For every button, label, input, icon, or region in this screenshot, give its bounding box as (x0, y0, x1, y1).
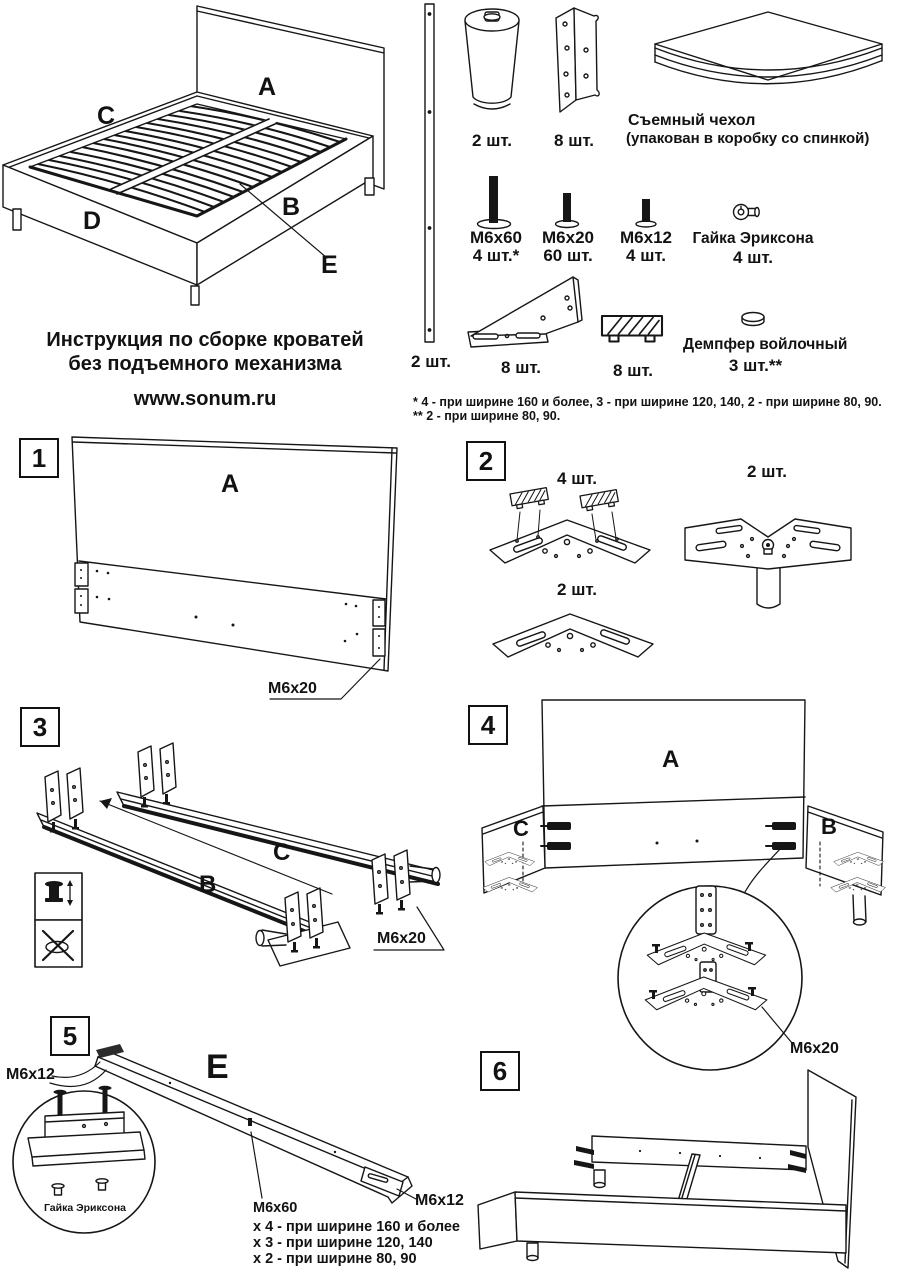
step3-rail-c-label: C (273, 839, 291, 866)
bolt-m6x12-qty: 4 шт. (626, 246, 666, 265)
step5-number: 5 (50, 1016, 90, 1056)
felt-damper-qty: 3 шт.** (728, 356, 783, 375)
part-bolts-drawing (478, 176, 657, 229)
step3-number: 3 (20, 707, 60, 747)
step5-callout-m6x12-left: М6х12 (6, 1066, 55, 1083)
overview-label-headboard: A (258, 73, 277, 101)
step2-drawing (490, 488, 851, 657)
bolt-m6x12-name: М6х12 (620, 228, 672, 247)
step3-rail-b-label: B (199, 871, 217, 898)
step4-number: 4 (468, 705, 508, 745)
part-side-slat-drawing (425, 4, 434, 342)
step6-number: 6 (480, 1051, 520, 1091)
part-slat-holder-drawing (602, 316, 662, 342)
website-url: www.sonum.ru (133, 388, 277, 410)
footnote-1: * 4 - при ширине 160 и более, 3 - при ширине 120, 140, 2 - при ширине 80, 90. (413, 395, 882, 409)
step2-qty-bottom: 2 шт. (557, 580, 597, 599)
bolt-m6x60-name: М6х60 (470, 228, 522, 247)
overview-label-front-panel: D (83, 207, 102, 235)
step1-callout-m6x20: М6х20 (268, 680, 317, 697)
slat-holder-qty: 8 шт. (613, 361, 653, 380)
step2-qty-top: 4 шт. (557, 469, 597, 488)
part-cover-drawing (655, 12, 882, 84)
erickson-nut-qty: 4 шт. (733, 248, 773, 267)
step5-note-line3: х 2 - при ширине 80, 90 (253, 1251, 417, 1267)
part-angle-bracket-drawing (556, 8, 599, 112)
step4-rail-c-label: C (513, 816, 529, 841)
step1-number: 1 (19, 438, 59, 478)
corner-plate-qty: 8 шт. (501, 358, 541, 377)
step6-drawing (478, 1070, 856, 1268)
step4-drawing (482, 700, 885, 1070)
step5-note-line2: х 3 - при ширине 120, 140 (253, 1235, 433, 1251)
page-title-line1: Инструкция по сборке кроватей (46, 329, 364, 351)
part-erickson-nut-drawing (734, 205, 760, 220)
overview-label-center-beam: E (321, 251, 338, 279)
step2-number: 2 (466, 441, 506, 481)
step4-callout-m6x20: М6х20 (790, 1040, 839, 1057)
step1-panel-label: A (221, 470, 240, 498)
step5-note-line1: х 4 - при ширине 160 и более (253, 1219, 460, 1235)
cover-name: Съемный чехол (628, 112, 756, 129)
bolt-m6x20-qty: 60 шт. (543, 246, 593, 265)
step2-qty-right: 2 шт. (747, 462, 787, 481)
step5-callout-m6x12-right: М6х12 (415, 1192, 464, 1209)
step3-callout-m6x20: М6х20 (377, 930, 426, 947)
step5-nut-label: Гайка Эриксона (43, 1202, 126, 1214)
part-leg-drawing (465, 9, 519, 109)
bolt-m6x60-qty: 4 шт.* (472, 246, 520, 265)
overview-label-left-rail: C (97, 102, 116, 130)
step4-rail-b-label: B (821, 814, 837, 839)
part-felt-damper-drawing (742, 313, 764, 326)
page-title-line2: без подъемного механизма (68, 353, 342, 375)
slat-qty: 2 шт. (411, 352, 451, 371)
leg-qty: 2 шт. (472, 131, 512, 150)
angle-bracket-qty: 8 шт. (554, 131, 594, 150)
step4-panel-label: A (662, 746, 680, 773)
cover-note: (упакован в коробку со спинкой) (626, 130, 870, 147)
overview-label-right-rail: B (282, 193, 301, 221)
footnote-2: ** 2 - при ширине 80, 90. (413, 409, 561, 423)
felt-damper-name: Демпфер войлочный (683, 336, 848, 353)
bolt-m6x20-name: М6х20 (542, 228, 594, 247)
erickson-nut-name: Гайка Эриксона (692, 230, 814, 247)
part-corner-plate-drawing (468, 277, 582, 347)
step5-note-title: М6х60 (253, 1200, 298, 1216)
step5-beam-label: E (206, 1048, 229, 1086)
